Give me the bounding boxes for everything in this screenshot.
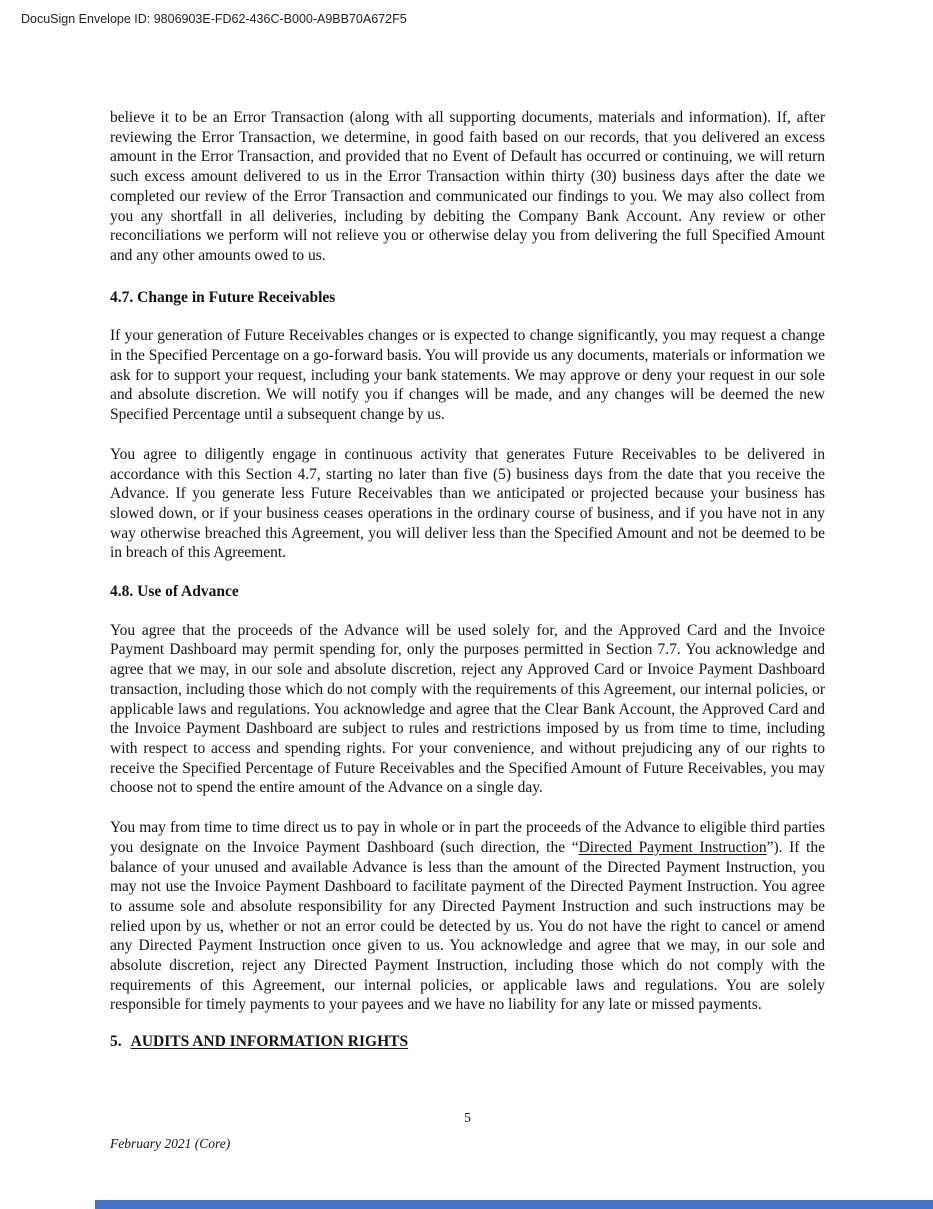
section-heading-4-7: 4.7. Change in Future Receivables (110, 288, 336, 306)
docusign-envelope-id: DocuSign Envelope ID: 9806903E-FD62-436C-B000-A9BB70A672F5 (21, 12, 407, 26)
section-4-8-paragraph-2-text-cont: ”). If the balance of your unused and available Advance is less than the amount of the Directed Payment Instruction, you may not use the Invoice Payment Dashboard to facilitate payment of the Directed Payment Instruction. You agree to assume sole and absolute responsibility for any Directed Payment Instruction and such instructions may be relied upon by us, whether or not an error could be detected by us. You do not have the right to cancel or amend any Directed Payment Instruction once given to us. You acknowledge and agree that we may, in our sole and absolute discretion, reject any Directed Payment Instruction, including those which do not comply with the requirements of this Agreement, our internal policies, or applicable laws and regulations. You are solely responsible for timely payments to your payees and we have no liability for any late or missed payments. (110, 838, 825, 1014)
section-4-8-paragraph-2-text: You may from time to time direct us to pay in whole or in part the proceeds of the Advance to eligible third parties you designate on the Invoice Payment Dashboard (such direction, the “ (110, 819, 825, 856)
document-body (110, 100, 825, 1052)
section-heading-5 (110, 1032, 825, 1052)
section-5-title: AUDITS AND INFORMATION RIGHTS (130, 1033, 409, 1051)
section-4-8-paragraph-2 (110, 818, 825, 1015)
section-4-7-paragraph-2: You agree to diligently engage in continuous activity that generates Future Receivables to be delivered in accordance with this Section 4.7, starting no later than five (5) business days from the date that you receive the Advance. If you generate less Future Receivables than we anticipated or projected because your business has slowed down, or if your business ceases operations in the ordinary course of business, and if you have not in any way otherwise breached this Agreement, you will deliver less than the Specified Amount and not be deemed to be in breach of this Agreement. (110, 445, 825, 562)
section-4-7-paragraph-1: If your generation of Future Receivables changes or is expected to change significantly, you may request a change in the Specified Percentage on a go-forward basis. You will provide us any documents, materials or information we ask for to support your request, including your bank statements. We may approve or deny your request in our sole and absolute discretion. We will notify you if changes will be made, and any changes will be deemed the new Specified Percentage until a subsequent change by us. (110, 327, 825, 424)
defined-term-directed-payment-instruction: Directed Payment Instruction (578, 838, 767, 856)
intro-paragraph: believe it to be an Error Transaction (along with all supporting documents, materials and information). If, after reviewing the Error Transaction, we determine, in good faith based on our records, that you delivered an excess amount in the Error Transaction, and provided that no Event of Default has occurred or continuing, we will return such excess amount delivered to us in the Error Transaction within thirty (30) business days after the date we completed our review of the Error Transaction and communicated our findings to you. We may also collect from you any shortfall in all deliveries, including by debiting the Company Bank Account. Any review or other reconciliations we perform will not relieve you or otherwise delay you from delivering the full Specified Amount and any other amounts owed to us. (110, 109, 825, 264)
footer-version-note: February 2021 (Core) (110, 1136, 231, 1151)
page-number: 5 (464, 1110, 471, 1125)
bottom-scrollbar[interactable] (95, 1200, 933, 1209)
section-heading-4-8: 4.8. Use of Advance (110, 583, 239, 601)
section-5-number: 5. (110, 1033, 122, 1051)
section-4-8-paragraph-1: You agree that the proceeds of the Advance will be used solely for, and the Approved Card and the Invoice Payment Dashboard may permit spending for, only the purposes permitted in Section 7.7. You acknowledge and agree that we may, in our sole and absolute discretion, reject any Approved Card or Invoice Payment Dashboard transaction, including those which do not comply with the requirements of this Agreement, our internal policies, or applicable laws and regulations. You acknowledge and agree that the Clear Bank Account, the Approved Card and the Invoice Payment Dashboard are subject to rules and restrictions imposed by us from time to time, including with respect to access and spending rights. For your convenience, and without prejudicing any of our rights to receive the Specified Percentage of Future Receivables and the Specified Amount of Future Receivables, you may choose not to spend the entire amount of the Advance on a single day. (110, 621, 825, 797)
